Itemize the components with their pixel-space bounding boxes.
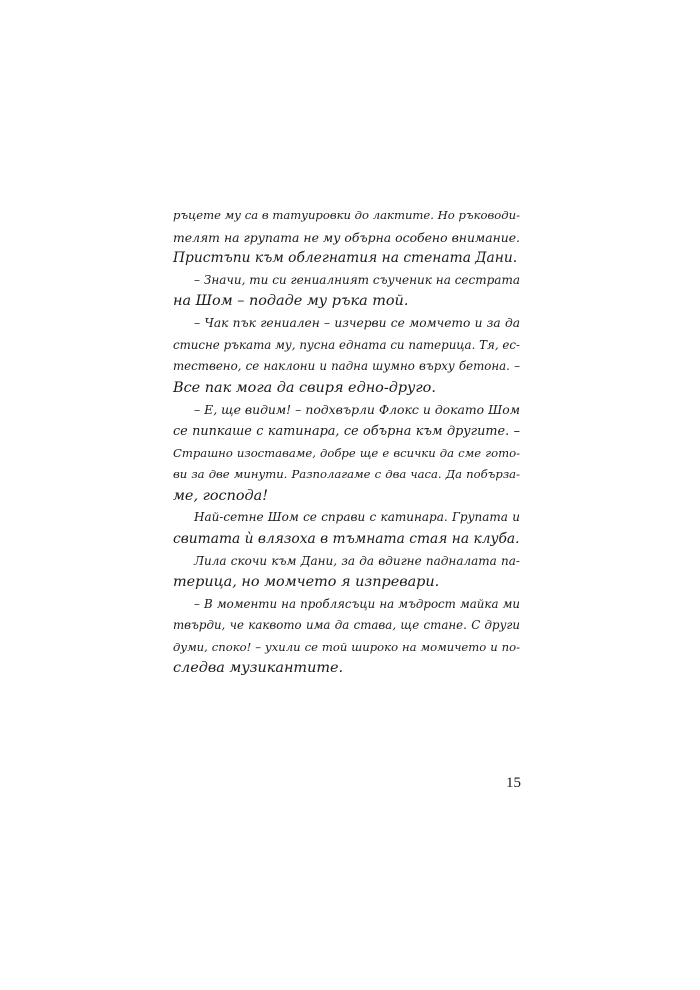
text-line: свитата ѝ влязоха в тъмната стая на клуба. [173,530,520,547]
page-number: 15 [506,775,521,791]
text-line: терица, но момчето я изпревари. [173,574,440,591]
text-line: тествено, се наклони и падна шумно върху бетона. – [173,359,520,374]
text-line: ме, господа! [173,487,269,504]
text-line: – Значи, ти си гениалният съученик на сестрата [194,272,520,287]
text-line: следва музикантите. [173,660,344,677]
text-line: Пристъпи към облегнатия на стената Дани. [173,250,518,267]
text-line: стисне ръката му, пусна едната си патерица. Тя, ес- [173,337,520,352]
text-line: – Чак пък гениален – изчерви се момчето и за да [194,315,520,330]
body-text [173,205,520,680]
text-line: се пипкаше с катинара, се обърна към другите. – [173,423,520,439]
text-line: – Е, ще видим! – подхвърли Флокс и докато Шом [194,402,520,418]
text-line: Страшно изоставаме, добре ще е всички да сме гото- [173,445,520,460]
text-line: на Шом – подаде му ръка той. [173,293,409,310]
text-line: телят на групата не му обърна особено внимание. [173,229,520,245]
text-line: ръцете му са в татуировки до лактите. Но ръководи- [173,208,520,222]
text-line: твърди, че каквото има да става, ще стане. С други [173,618,520,633]
text-line: Лила скочи към Дани, за да вдигне падналата па- [194,553,520,568]
text-line: Най-сетне Шом се справи с катинара. Групата и [194,510,520,525]
text-line: – В моменти на проблясъци на мъдрост майка ми [194,596,520,611]
text-line: думи, споко! – ухили се той широко на момичето и по- [173,639,520,654]
text-line: Все пак мога да свиря едно-друго. [173,379,436,396]
text-line: ви за две минути. Разполагаме с два часа. Да побърза- [173,467,520,482]
